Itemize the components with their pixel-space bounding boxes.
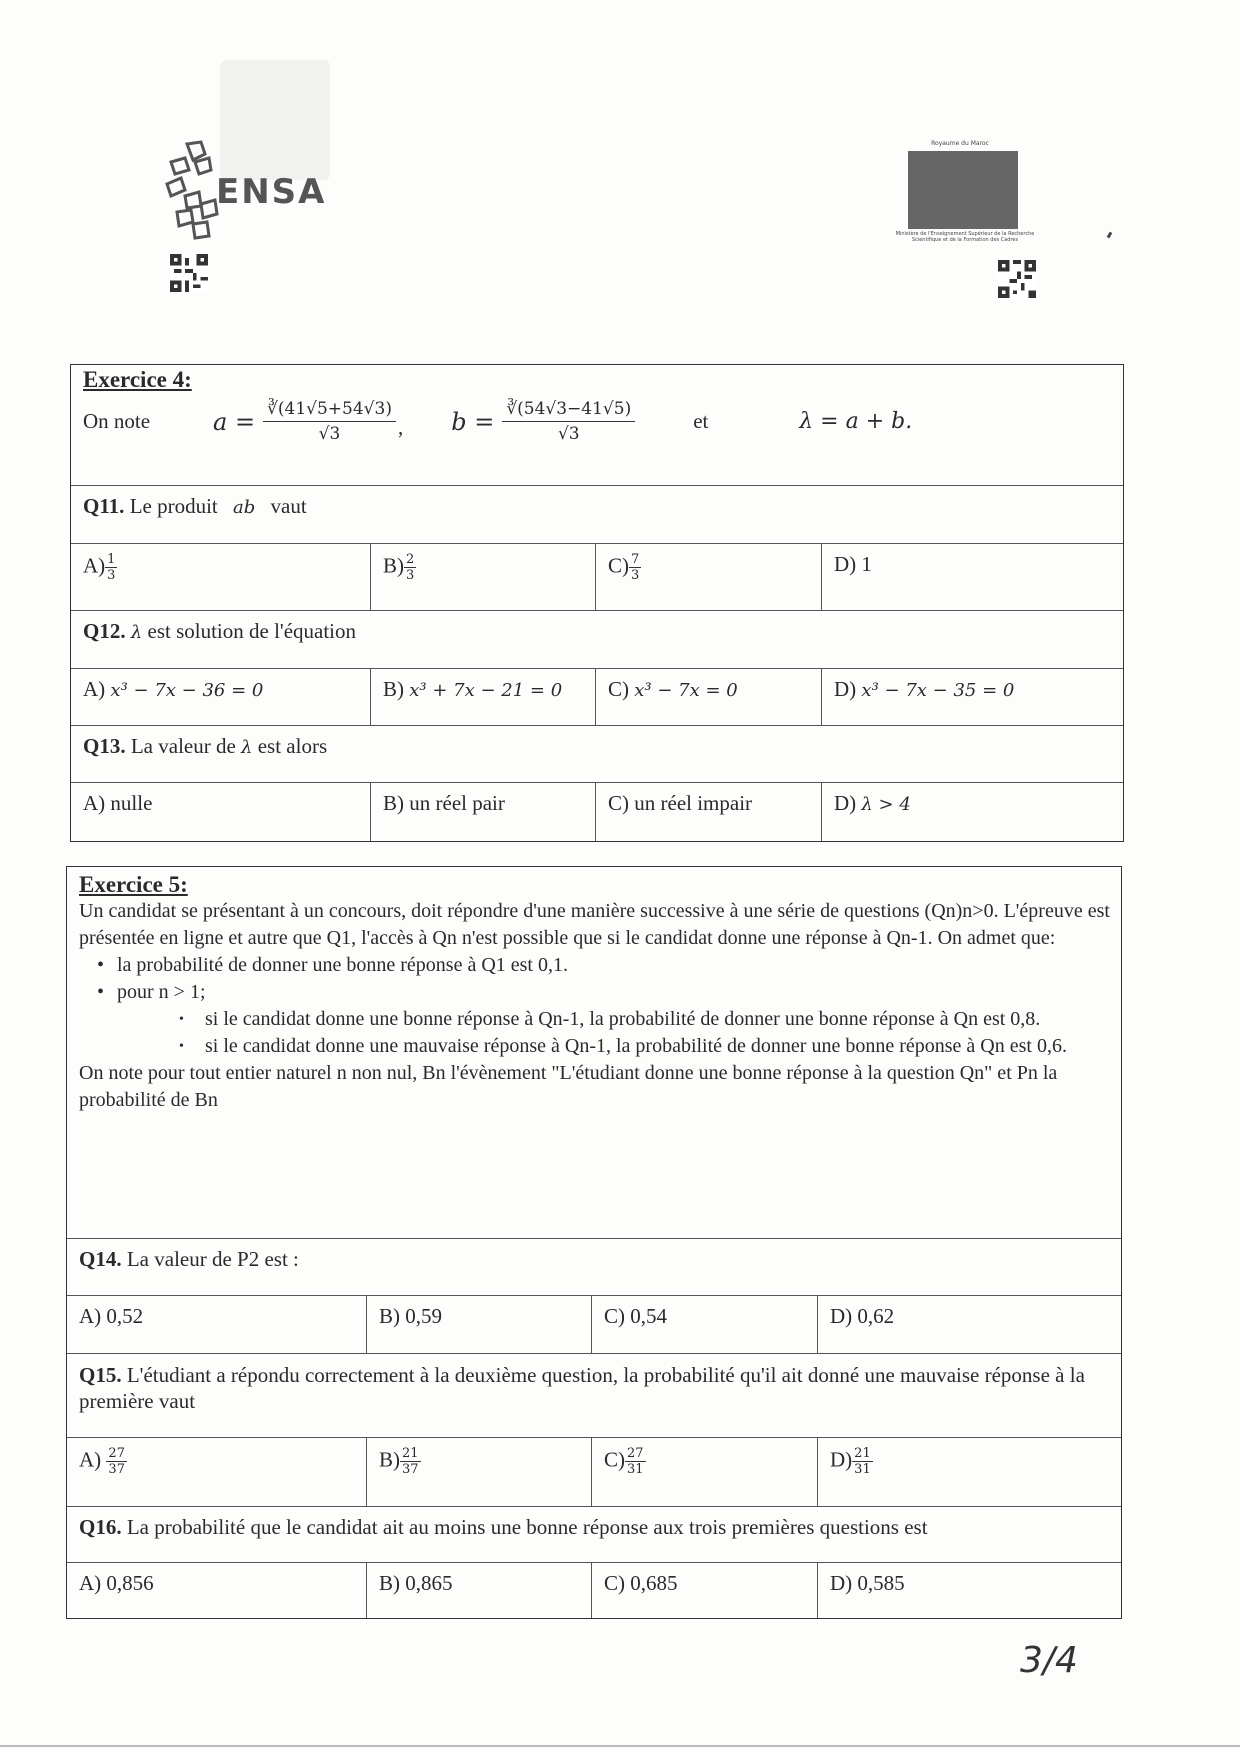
option-text: λ > 4 [861, 794, 911, 815]
q13-option-a[interactable] [71, 783, 371, 841]
option-text: x³ − 7x = 0 [634, 680, 738, 701]
q16-question [67, 1507, 1121, 1563]
option-num: 21 [854, 1446, 871, 1461]
a-fraction [263, 397, 396, 446]
option-num: 2 [406, 552, 415, 567]
q14-text: La valeur de P2 est : [126, 1247, 299, 1271]
b-label: b = [451, 407, 495, 436]
q16-number: Q16. [79, 1515, 122, 1539]
b-denominator: √3 [557, 424, 580, 444]
option-text: x³ + 7x − 21 = 0 [409, 680, 563, 701]
q11-question [71, 486, 1123, 544]
option-label: D) [834, 677, 857, 701]
qr-code-left [170, 254, 208, 292]
kingdom-label: Royaume du Maroc [931, 140, 989, 147]
lambda-definition: λ = a + b. [799, 409, 913, 434]
q12-option-d[interactable] [822, 669, 1123, 725]
option-label: A) [83, 553, 106, 578]
q12-option-b[interactable] [371, 669, 596, 725]
option-label: D) [834, 791, 857, 815]
option-label: B) [383, 553, 404, 578]
q11-option-a[interactable] [71, 544, 371, 610]
q12-math: λ [130, 622, 143, 643]
option-text: 0,59 [405, 1304, 442, 1328]
option-num: 27 [108, 1446, 125, 1461]
q13-options [71, 783, 1123, 841]
option-text: 0,865 [405, 1571, 453, 1595]
option-label: C) [604, 1447, 625, 1472]
q16-option-a[interactable] [67, 1563, 367, 1618]
option-label: D) [830, 1571, 853, 1595]
option-label: C) [604, 1571, 625, 1595]
option-den: 31 [627, 1462, 644, 1477]
ex5-paragraph-1: Un candidat se présentant à un concours, doit répondre d'une manière successive à une série de questions (Qn)n>0. L'épreuve est présentée en ligne et autre que Q1, l'accès à Qn n'est possible que si le candidat donne une réponse à Qn-1. On admet que: [79, 900, 1110, 949]
option-text: 0,585 [857, 1571, 905, 1595]
option-text: 0,685 [630, 1571, 678, 1595]
option-label: B) [379, 1571, 400, 1595]
ex5-paragraph-2: On note pour tout entier naturel n non nul, Bn l'évènement "L'étudiant donne une bonne réponse à la question Qn" et Pn la probabilité de Bn [79, 1062, 1058, 1111]
q15-option-c[interactable] [592, 1438, 818, 1506]
q12-option-a[interactable] [71, 669, 371, 725]
option-label: A) [79, 1304, 102, 1328]
exercise-5-statement [67, 867, 1121, 1239]
exercise-4-header: Exercice 4: On note a = $\frac{∛(41√5+54√3)}{√3}$ , b = $\frac{∛(54√3-41√5)}{√3}$ et λ = a + b. [71, 365, 1123, 486]
q11-text: Le produit [129, 494, 218, 518]
q12-number: Q12. [83, 619, 126, 643]
option-label: A) [79, 1571, 102, 1595]
q14-question [67, 1239, 1121, 1296]
scan-edge [0, 1745, 1240, 1747]
q14-option-a[interactable] [67, 1296, 367, 1353]
q13-option-b[interactable] [371, 783, 596, 841]
et-text: et [693, 409, 709, 433]
q16-option-d[interactable] [818, 1563, 1121, 1618]
q13-question [71, 726, 1123, 783]
q13-number: Q13. [83, 734, 126, 758]
option-label: D) [830, 1447, 853, 1472]
exercise-5-title: Exercice 5: [79, 872, 188, 897]
option-den: 37 [108, 1462, 125, 1477]
q11-math: ab [233, 497, 256, 518]
qr-code-right [998, 260, 1036, 298]
q14-options [67, 1296, 1121, 1354]
ex5-subbullet-2: • si le candidat donne une mauvaise réponse à Qn-1, la probabilité de donner une bonne réponse à Qn est 0,6. [79, 1033, 1111, 1060]
q12-options [71, 669, 1123, 726]
q11-options [71, 544, 1123, 611]
q15-text: L'étudiant a répondu correctement à la deuxième question, la probabilité qu'il ait donné une mauvaise réponse à la première vaut [79, 1363, 1085, 1413]
q15-question [67, 1354, 1121, 1438]
option-num: 27 [627, 1446, 644, 1461]
b-fraction [502, 397, 635, 446]
exercise-5-panel [66, 866, 1122, 1619]
a-numerator: ∛(41√5+54√3) [263, 397, 396, 422]
q13-math: λ [241, 737, 253, 758]
q15-option-b[interactable] [367, 1438, 592, 1506]
q12-option-c[interactable] [596, 669, 822, 725]
option-label: A) [79, 1447, 102, 1472]
option-text: x³ − 7x − 35 = 0 [861, 680, 1015, 701]
q12-text: est solution de l'équation [147, 619, 357, 643]
q15-options [67, 1438, 1121, 1507]
q15-option-a[interactable] [67, 1438, 367, 1506]
option-den: 37 [402, 1462, 419, 1477]
ministry-seal [908, 151, 1018, 229]
option-den: 3 [107, 568, 116, 583]
exercise-4-title: Exercice 4: [83, 367, 192, 392]
option-text: un réel impair [634, 791, 753, 815]
option-den: 3 [631, 568, 640, 583]
q11-option-d[interactable] [822, 544, 1123, 610]
exercise-4-panel [70, 364, 1124, 842]
q14-number: Q14. [79, 1247, 122, 1271]
logo-text: ENSA [216, 172, 327, 212]
option-text: nulle [110, 791, 153, 815]
a-label: a = [213, 407, 256, 436]
q16-option-c[interactable] [592, 1563, 818, 1618]
option-label: C) [604, 1304, 625, 1328]
a-denominator: √3 [318, 424, 341, 444]
option-label: C) [608, 677, 629, 701]
q13-option-d[interactable] [822, 783, 1123, 841]
q16-text: La probabilité que le candidat ait au moins une bonne réponse aux trois premières questions est [126, 1515, 928, 1539]
q14-option-d[interactable] [818, 1296, 1121, 1353]
option-text: 0,856 [106, 1571, 154, 1595]
q12-question [71, 611, 1123, 669]
q14-option-b[interactable] [367, 1296, 592, 1353]
option-text: 1 [861, 552, 872, 576]
option-text: x³ − 7x − 36 = 0 [110, 680, 264, 701]
q11-option-c[interactable] [596, 544, 822, 610]
page-number: 3/4 [1020, 1640, 1078, 1681]
q13-text: La valeur de [130, 734, 236, 758]
q11-option-b[interactable] [371, 544, 596, 610]
q11-number: Q11. [83, 494, 125, 518]
q16-option-b[interactable] [367, 1563, 592, 1618]
q13-option-c[interactable] [596, 783, 822, 841]
ex5-bullet-1: • la probabilité de donner une bonne réponse à Q1 est 0,1. [79, 952, 1111, 979]
ex5-bullet-2: • pour n > 1; [79, 979, 1111, 1006]
option-label: B) [383, 677, 404, 701]
ministry-label: Ministère de l'Enseignement Supérieur de la Recherche Scientifique et de la Formation des Cadres [895, 231, 1035, 243]
q16-options [67, 1563, 1121, 1618]
option-num: 1 [107, 552, 116, 567]
option-label: A) [83, 791, 106, 815]
intro-text: On note [83, 409, 151, 433]
option-text: 0,62 [857, 1304, 895, 1328]
option-den: 31 [854, 1462, 871, 1477]
q15-option-d[interactable] [818, 1438, 1121, 1506]
option-label: C) [608, 791, 629, 815]
option-text: un réel pair [409, 791, 505, 815]
ex5-subbullet-1: • si le candidat donne une bonne réponse à Qn-1, la probabilité de donner une bonne réponse à Qn est 0,8. [79, 1006, 1111, 1033]
option-label: B) [383, 791, 404, 815]
option-num: 7 [631, 552, 640, 567]
option-label: D) [830, 1304, 853, 1328]
q11-tail: vaut [270, 494, 307, 518]
option-text: 0,52 [106, 1304, 144, 1328]
option-label: B) [379, 1447, 400, 1472]
q15-number: Q15. [79, 1363, 122, 1387]
option-label: D) [834, 552, 857, 576]
b-numerator: ∛(54√3−41√5) [502, 397, 635, 422]
option-num: 21 [402, 1446, 419, 1461]
option-label: A) [83, 677, 106, 701]
option-label: C) [608, 553, 629, 578]
option-den: 3 [406, 568, 415, 583]
option-label: B) [379, 1304, 400, 1328]
scan-mark [1107, 232, 1113, 239]
q14-option-c[interactable] [592, 1296, 818, 1353]
q13-tail: est alors [257, 734, 328, 758]
option-text: 0,54 [630, 1304, 667, 1328]
